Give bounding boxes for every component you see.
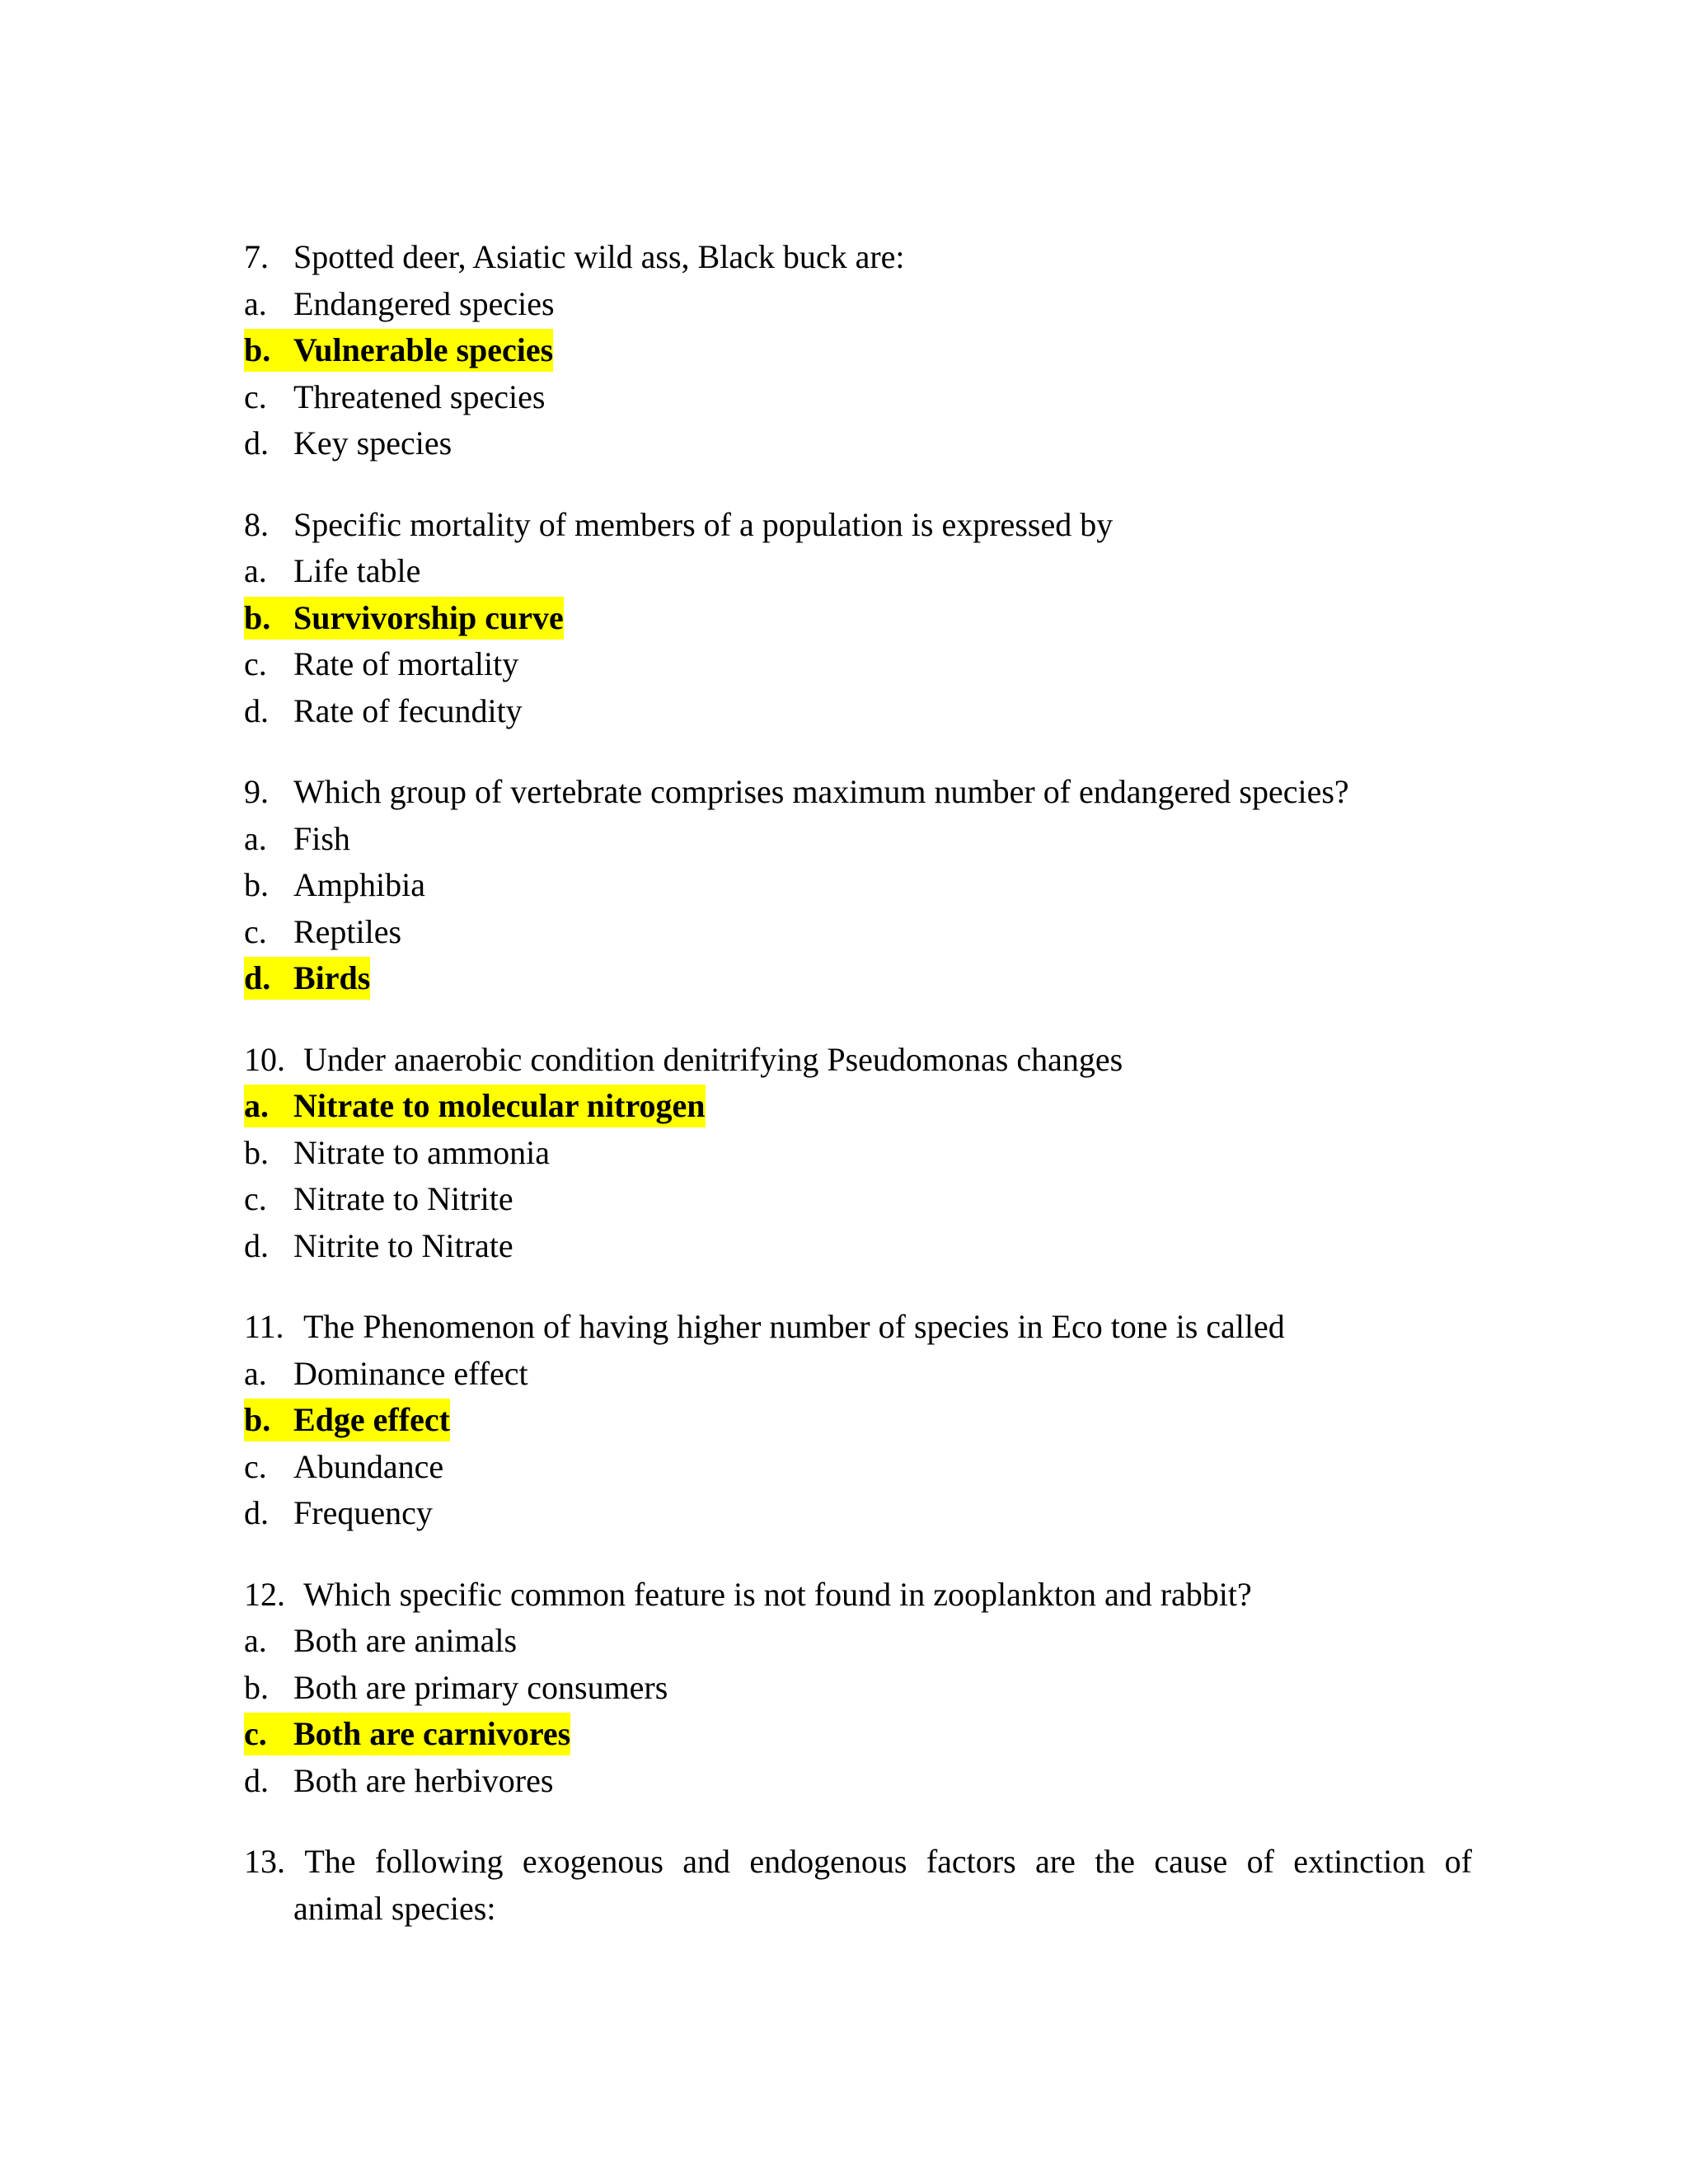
option-text: Reptiles xyxy=(293,912,402,950)
option-text: Vulnerable species xyxy=(293,331,554,368)
stem-word: the xyxy=(1095,1843,1136,1880)
option-letter: a. xyxy=(244,552,267,589)
option-a xyxy=(244,281,1472,328)
question-stem xyxy=(244,502,1472,549)
option-text: Abundance xyxy=(293,1447,444,1485)
question-text: Which specific common feature is not found in zooplankton and rabbit? xyxy=(303,1575,1252,1613)
option-b xyxy=(244,1130,1472,1177)
question-list xyxy=(244,234,1472,1966)
question-text: Specific mortality of members of a population is expressed by xyxy=(293,505,1114,543)
option-text: Both are herbivores xyxy=(293,1761,554,1799)
option-c xyxy=(244,909,1472,956)
question-7 xyxy=(244,234,1472,467)
option-letter: d. xyxy=(244,1226,269,1264)
option-a xyxy=(244,1351,1472,1398)
question-stem xyxy=(244,1572,1472,1619)
option-letter: a. xyxy=(244,1087,269,1124)
question-8 xyxy=(244,502,1472,735)
option-a-correct xyxy=(244,1083,1472,1130)
option-c xyxy=(244,1444,1472,1491)
question-text: animal species: xyxy=(293,1889,496,1927)
option-letter: a. xyxy=(244,1354,267,1392)
question-stem-line-2 xyxy=(244,1886,1472,1933)
question-13 xyxy=(244,1839,1472,1932)
option-a xyxy=(244,1618,1472,1665)
option-letter: b. xyxy=(244,1401,271,1438)
option-d xyxy=(244,1223,1472,1270)
option-letter: a. xyxy=(244,284,267,322)
option-text: Threatened species xyxy=(293,377,546,415)
option-text: Survivorship curve xyxy=(293,598,564,636)
option-letter: c. xyxy=(244,1180,267,1217)
question-stem xyxy=(244,234,1472,281)
option-text: Frequency xyxy=(293,1494,433,1531)
answer-highlight xyxy=(244,329,553,372)
question-number: 11. xyxy=(244,1308,284,1345)
option-b-correct xyxy=(244,1397,1472,1444)
option-text: Dominance effect xyxy=(293,1354,528,1392)
option-letter: d. xyxy=(244,424,269,462)
option-text: Key species xyxy=(293,424,452,462)
option-letter: b. xyxy=(244,598,271,636)
stem-word: and xyxy=(682,1843,731,1880)
option-d xyxy=(244,1758,1472,1805)
option-text: Life table xyxy=(293,552,421,589)
option-letter: d. xyxy=(244,1494,269,1531)
stem-word: of xyxy=(1246,1843,1274,1880)
answer-highlight xyxy=(244,957,370,1000)
option-text: Both are primary consumers xyxy=(293,1668,668,1706)
option-letter: b. xyxy=(244,331,271,368)
option-c-correct xyxy=(244,1711,1472,1758)
stem-word: of xyxy=(1444,1843,1472,1880)
question-number: 8. xyxy=(244,505,269,543)
option-text: Edge effect xyxy=(293,1401,450,1438)
question-stem-line-1 xyxy=(244,1839,1472,1886)
option-d xyxy=(244,1490,1472,1537)
option-letter: b. xyxy=(244,1668,269,1706)
option-b xyxy=(244,862,1472,909)
option-letter: a. xyxy=(244,1622,267,1659)
option-letter: d. xyxy=(244,691,269,729)
option-text: Fish xyxy=(293,819,350,857)
question-number: 10. xyxy=(244,1040,285,1078)
option-text: Birds xyxy=(293,959,371,996)
stem-word: cause xyxy=(1154,1843,1228,1880)
option-text: Endangered species xyxy=(293,284,555,322)
option-letter: a. xyxy=(244,819,267,857)
option-letter: c. xyxy=(244,1715,267,1752)
question-11 xyxy=(244,1304,1472,1537)
stem-word: factors xyxy=(926,1843,1016,1880)
stem-word: exogenous xyxy=(522,1843,663,1880)
option-d xyxy=(244,420,1472,467)
stem-word: following xyxy=(374,1843,504,1880)
question-number: 12. xyxy=(244,1575,285,1613)
option-letter: d. xyxy=(244,1761,269,1799)
question-text: Spotted deer, Asiatic wild ass, Black buck are: xyxy=(293,238,905,275)
question-9 xyxy=(244,769,1472,1002)
answer-highlight xyxy=(244,1085,706,1127)
question-12 xyxy=(244,1572,1472,1805)
question-text: Under anaerobic condition denitrifying Pseudomonas changes xyxy=(303,1040,1123,1078)
option-letter: c. xyxy=(244,1447,267,1485)
question-number: 13. xyxy=(244,1843,285,1880)
option-letter: c. xyxy=(244,912,267,950)
answer-highlight xyxy=(244,597,564,640)
question-10 xyxy=(244,1037,1472,1270)
option-letter: c. xyxy=(244,645,267,682)
option-text: Nitrite to Nitrate xyxy=(293,1226,513,1264)
option-text: Nitrate to molecular nitrogen xyxy=(293,1087,706,1124)
stem-word: The xyxy=(304,1843,356,1880)
option-text: Both are carnivores xyxy=(293,1715,571,1752)
option-c xyxy=(244,1176,1472,1223)
option-b-correct xyxy=(244,327,1472,374)
option-text: Amphibia xyxy=(293,866,425,903)
option-text: Nitrate to ammonia xyxy=(293,1133,551,1171)
stem-word: endogenous xyxy=(749,1843,907,1880)
stem-word: are xyxy=(1035,1843,1076,1880)
stem-word: extinction xyxy=(1293,1843,1426,1880)
question-stem xyxy=(244,1037,1472,1084)
option-letter: b. xyxy=(244,866,269,903)
question-stem xyxy=(244,769,1472,816)
question-stem xyxy=(244,1304,1472,1351)
answer-highlight xyxy=(244,1399,450,1441)
option-d-correct xyxy=(244,955,1472,1002)
option-b xyxy=(244,1665,1472,1712)
option-text: Nitrate to Nitrite xyxy=(293,1180,513,1217)
question-number: 9. xyxy=(244,773,269,810)
option-letter: c. xyxy=(244,377,267,415)
question-text: Which group of vertebrate comprises maximum number of endangered species? xyxy=(293,773,1349,810)
option-a xyxy=(244,548,1472,595)
option-b-correct xyxy=(244,595,1472,642)
option-d xyxy=(244,688,1472,735)
option-letter: b. xyxy=(244,1133,269,1171)
question-number: 7. xyxy=(244,238,269,275)
option-c xyxy=(244,641,1472,688)
question-text: The Phenomenon of having higher number of species in Eco tone is called xyxy=(303,1308,1285,1345)
option-text: Rate of mortality xyxy=(293,645,519,682)
option-text: Both are animals xyxy=(293,1622,518,1659)
option-c xyxy=(244,374,1472,421)
answer-highlight xyxy=(244,1713,570,1755)
option-letter: d. xyxy=(244,959,271,996)
option-a xyxy=(244,816,1472,863)
option-text: Rate of fecundity xyxy=(293,691,523,729)
